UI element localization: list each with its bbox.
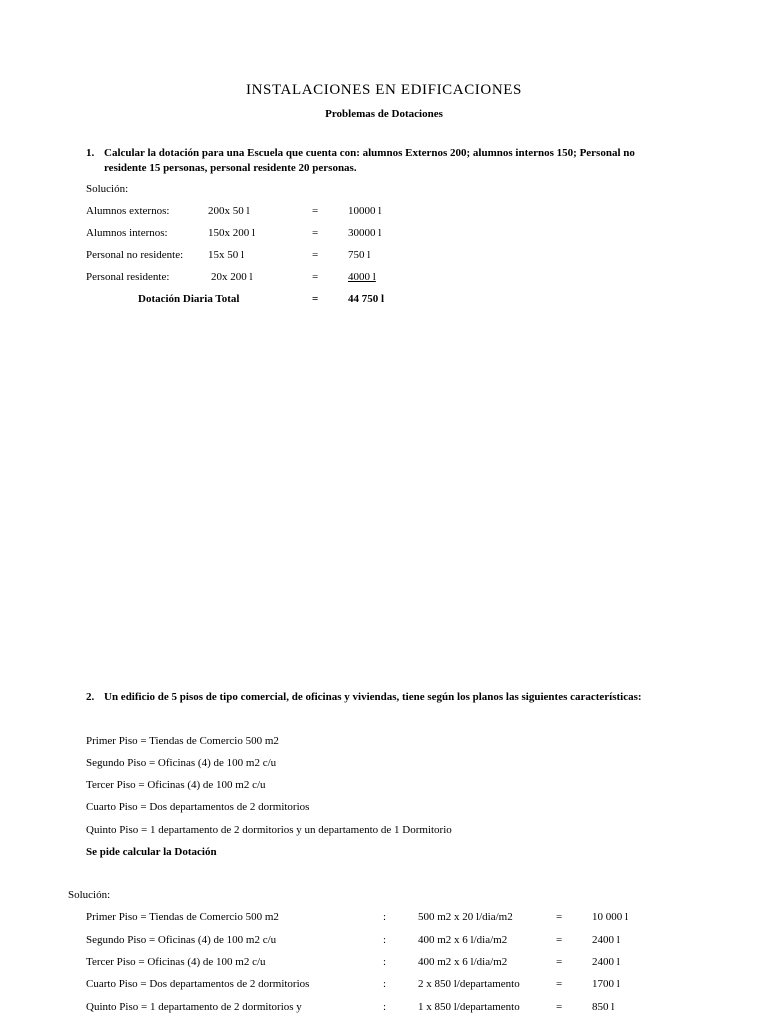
row-equals: =: [556, 934, 563, 946]
problem-2-number: 2.: [86, 691, 95, 703]
row-calc: 20x 200 l: [211, 271, 253, 283]
row-calc: 500 m2 x 20 l/dia/m2: [418, 911, 513, 923]
row-label: Tercer Piso = Oficinas (4) de 100 m2 c/u: [86, 956, 266, 968]
row-equals: =: [312, 271, 319, 283]
problem-2-item: Segundo Piso = Oficinas (4) de 100 m2 c/u: [86, 757, 277, 769]
total-result: 44 750 l: [348, 293, 385, 305]
row-result: 1700 l: [592, 978, 620, 990]
row-calc: 15x 50 l: [208, 249, 245, 261]
row-label: Personal no residente:: [86, 249, 184, 261]
row-result: 2400 l: [592, 956, 620, 968]
problem-1-number: 1.: [86, 147, 95, 159]
row-result: 750 l: [348, 249, 371, 261]
row-equals: =: [312, 249, 319, 261]
row-colon: :: [383, 978, 387, 990]
problem-1-statement: [104, 146, 686, 176]
total-label: Dotación Diaria Total: [138, 293, 240, 305]
row-result: 10000 l: [348, 205, 382, 217]
document-title: INSTALACIONES EN EDIFICACIONES: [246, 82, 522, 98]
row-equals: =: [312, 205, 319, 217]
row-calc: 200x 50 l: [208, 205, 250, 217]
row-result: 10 000 l: [592, 911, 629, 923]
problem-2-item: Cuarto Piso = Dos departamentos de 2 dormitorios: [86, 801, 310, 813]
problem-2-item: Primer Piso = Tiendas de Comercio 500 m2: [86, 735, 279, 747]
problem-1: [86, 146, 686, 178]
document-subtitle: Problemas de Dotaciones: [325, 108, 443, 120]
row-calc: 150x 200 l: [208, 227, 256, 239]
row-label: Alumnos internos:: [86, 227, 168, 239]
problem-2-ask: Se pide calcular la Dotación: [86, 846, 217, 858]
row-equals: =: [556, 978, 563, 990]
problem-1-statement-line1: Calcular la dotación para una Escuela que cuenta con: alumnos Externos 200; alumnos internos 150; Personal no: [104, 147, 635, 159]
row-equals: =: [556, 911, 563, 923]
row-label: Segundo Piso = Oficinas (4) de 100 m2 c/u: [86, 934, 277, 946]
row-equals: =: [312, 227, 319, 239]
row-colon: :: [383, 1001, 387, 1013]
row-colon: :: [383, 956, 387, 968]
problem-2-statement: Un edificio de 5 pisos de tipo comercial, de oficinas y viviendas, tiene según los planos las siguientes características:: [104, 691, 642, 703]
row-equals: =: [556, 956, 563, 968]
row-equals: =: [556, 1001, 563, 1013]
row-calc: 400 m2 x 6 l/dia/m2: [418, 956, 508, 968]
problem-2-item: Quinto Piso = 1 departamento de 2 dormitorios y un departamento de 1 Dormitorio: [86, 824, 452, 836]
row-label: Alumnos externos:: [86, 205, 170, 217]
problem-2-solution-label: Solución:: [68, 889, 111, 901]
row-colon: :: [383, 934, 387, 946]
row-calc: 2 x 850 l/departamento: [418, 978, 520, 990]
row-result: 2400 l: [592, 934, 620, 946]
total-equals: =: [312, 293, 319, 305]
row-result: 850 l: [592, 1001, 615, 1013]
row-label: Primer Piso = Tiendas de Comercio 500 m2: [86, 911, 279, 923]
row-result: 30000 l: [348, 227, 382, 239]
row-colon: :: [383, 911, 387, 923]
row-label: Quinto Piso = 1 departamento de 2 dormitorios y: [86, 1001, 302, 1013]
row-calc: 1 x 850 l/departamento: [418, 1001, 520, 1013]
row-label: Personal residente:: [86, 271, 170, 283]
problem-2-item: Tercer Piso = Oficinas (4) de 100 m2 c/u: [86, 779, 266, 791]
row-calc: 400 m2 x 6 l/dia/m2: [418, 934, 508, 946]
row-label: Cuarto Piso = Dos departamentos de 2 dormitorios: [86, 978, 310, 990]
problem-2: [86, 690, 746, 706]
row-result: 4000 l: [348, 271, 376, 283]
problem-1-statement-line2: residente 15 personas, personal residente 20 personas.: [104, 162, 357, 174]
problem-1-solution-label: Solución:: [86, 183, 129, 195]
